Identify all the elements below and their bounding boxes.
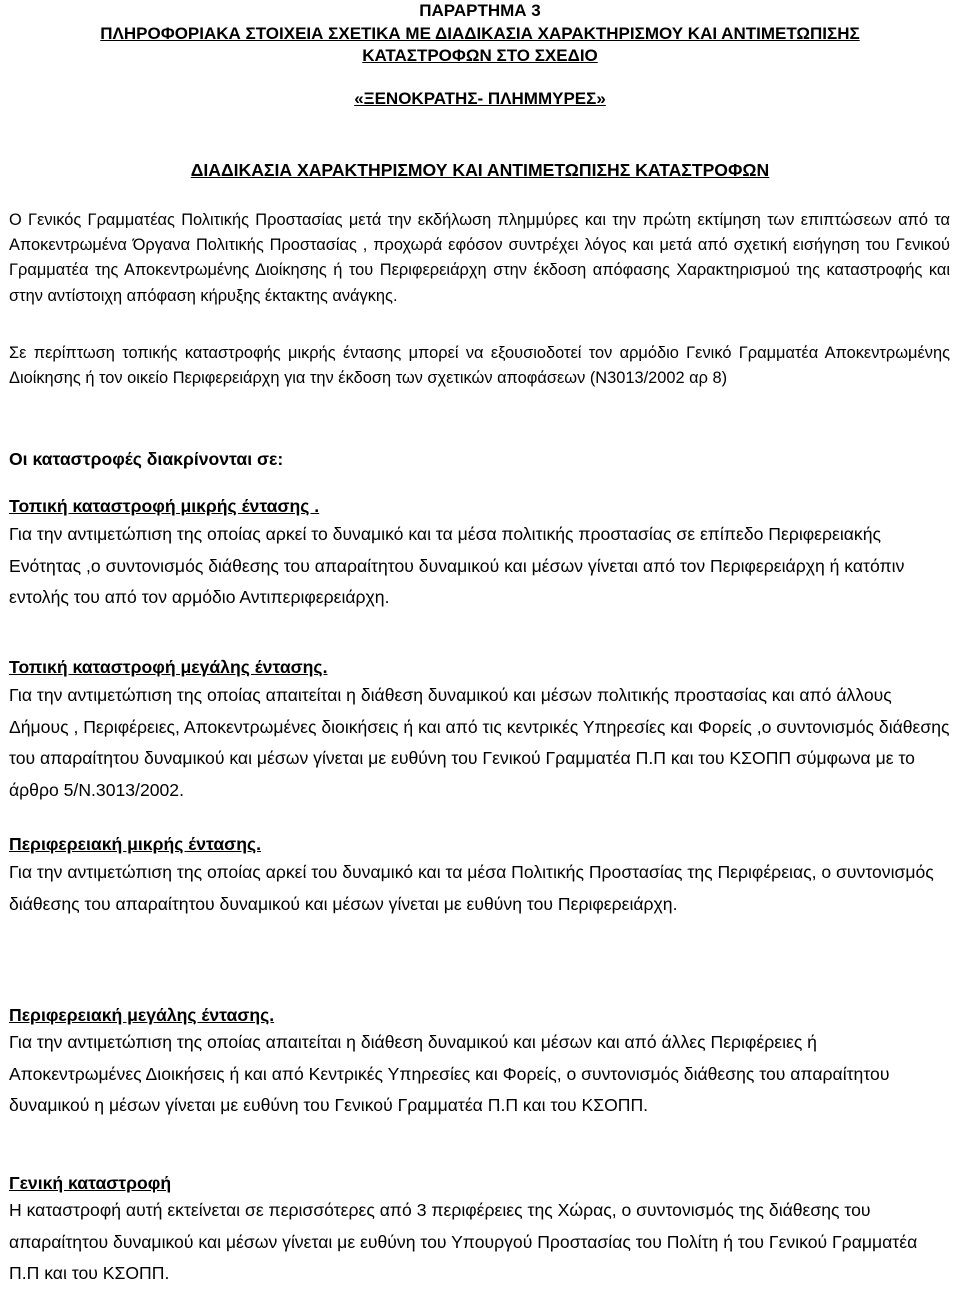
intro-paragraph-2: Σε περίπτωση τοπικής καταστροφής μικρής έντασης μπορεί να εξουσιοδοτεί τον αρμόδιο Γενικό Γραμματέα Αποκεντρωμένης Διοίκησης ή τον οικείο Περιφερειάρχη για την έκδοση των σχετικών αποφάσεων (Ν3013/2002 αρ 8)	[9, 344, 950, 388]
section-title-block	[0, 160, 960, 180]
annex-title: ΠΑΡΑΡΤΗΜΑ 3	[419, 1, 541, 20]
document-title-line1: ΠΛΗΡΟΦΟΡΙΑΚΑ ΣΤΟΙΧΕΙΑ ΣΧΕΤΙΚΑ ΜΕ ΔΙΑΔΙΚΑΣΙΑ ΧΑΡΑΚΤΗΡΙΣΜΟΥ ΚΑΙ ΑΝΤΙΜΕΤΩΠΙΣΗΣ	[100, 24, 860, 43]
document-header	[0, 1, 960, 66]
section-heading-general: Γενική καταστροφή	[9, 1173, 172, 1193]
section-text-regional-minor: Για την αντιμετώπιση της οποίας αρκεί του δυναμικό και τα μέσα Πολιτικής Προστασίας της Περιφέρειας, ο συντονισμός διάθεσης του απαραίτητου δυναμικού και μέσων γίνεται με ευθύνη του Περιφερειάρχη.	[9, 862, 934, 914]
intro-paragraph-1: Ο Γενικός Γραμματέας Πολιτικής Προστασίας μετά την εκδήλωση πλημμύρες και την πρώτη εκτίμηση των επιπτώσεων από τα Αποκεντρωμένα Όργανα Πολιτικής Προστασίας , προχωρά εφόσον συντρέχει λόγος και μετά από σχετική εισήγηση του Γενικού Γραμματέα της Αποκεντρωμένης Διοίκησης ή του Περιφερειάρχη στην έκδοση απόφασης Χαρακτηρισμού της καταστροφής και στην αντίστοιχη απόφαση κήρυξης έκτακτης ανάγκης.	[9, 211, 950, 305]
section-heading-local-major: Τοπική καταστροφή μεγάλης έντασης.	[9, 657, 328, 677]
section-heading-regional-major: Περιφερειακή μεγάλης έντασης.	[9, 1005, 275, 1025]
section-heading-regional-minor: Περιφερειακή μικρής έντασης.	[9, 834, 261, 854]
section-text-local-minor: Για την αντιμετώπιση της οποίας αρκεί το δυναμικό και τα μέσα πολιτικής προστασίας σε επίπεδο Περιφερειακής Ενότητας ,ο συντονισμός διάθεσης του απαραίτητου δυναμικού και μέσων γίνεται από τον Περιφερειάρχη ή κατόπιν εντολής του από τον αρμόδιο Αντιπεριφερειάρχη.	[9, 524, 905, 607]
plan-name-block	[0, 89, 960, 109]
document-title-line2: ΚΑΤΑΣΤΡΟΦΩΝ ΣΤΟ ΣΧΕΔΙΟ	[362, 46, 598, 65]
plan-name: «ΞΕΝΟΚΡΑΤΗΣ- ΠΛΗΜΜΥΡΕΣ»	[354, 89, 606, 108]
section-title: ΔΙΑΔΙΚΑΣΙΑ ΧΑΡΑΚΤΗΡΙΣΜΟΥ ΚΑΙ ΑΝΤΙΜΕΤΩΠΙΣΗΣ ΚΑΤΑΣΤΡΟΦΩΝ	[190, 160, 770, 180]
section-text-general: Η καταστροφή αυτή εκτείνεται σε περισσότερες από 3 περιφέρειες της Χώρας, ο συντονισμός της διάθεσης του απαραίτητου δυναμικού και μέσων γίνεται με ευθύνη του Υπουργού Προστασίας του Πολίτη ή του Γενικού Γραμματέα Π.Π και του ΚΣΟΠΠ.	[9, 1200, 918, 1283]
section-text-regional-major: Για την αντιμετώπιση της οποίας απαιτείται η διάθεση δυναμικού και μέσων και από άλλες Περιφέρειες ή Αποκεντρωμένες Διοικήσεις ή και από Κεντρικές Υπηρεσίες και Φορείς, ο συντονισμός διάθεσης του απαραίτητου δυναμικού η μέσων γίνεται με ευθύνη του Γενικού Γραμματέα Π.Π και του ΚΣΟΠΠ.	[9, 1032, 890, 1115]
section-text-local-major: Για την αντιμετώπιση της οποίας απαιτείται η διάθεση δυναμικού και μέσων πολιτικής προστασίας και από άλλους Δήμους , Περιφέρειες, Αποκεντρωμένες διοικήσεις ή και από τις κεντρικές Υπηρεσίες και Φορείς ,ο συντονισμός διάθεσης του απαραίτητου δυναμικού και μέσων γίνεται με ευθύνη του Γενικού Γραμματέα Π.Π και του ΚΣΟΠΠ σύμφωνα με το άρθρο 5/Ν.3013/2002.	[9, 685, 950, 800]
section-heading-local-minor: Τοπική καταστροφή μικρής έντασης .	[9, 496, 320, 516]
categories-heading: Οι καταστροφές διακρίνονται σε:	[9, 449, 284, 469]
